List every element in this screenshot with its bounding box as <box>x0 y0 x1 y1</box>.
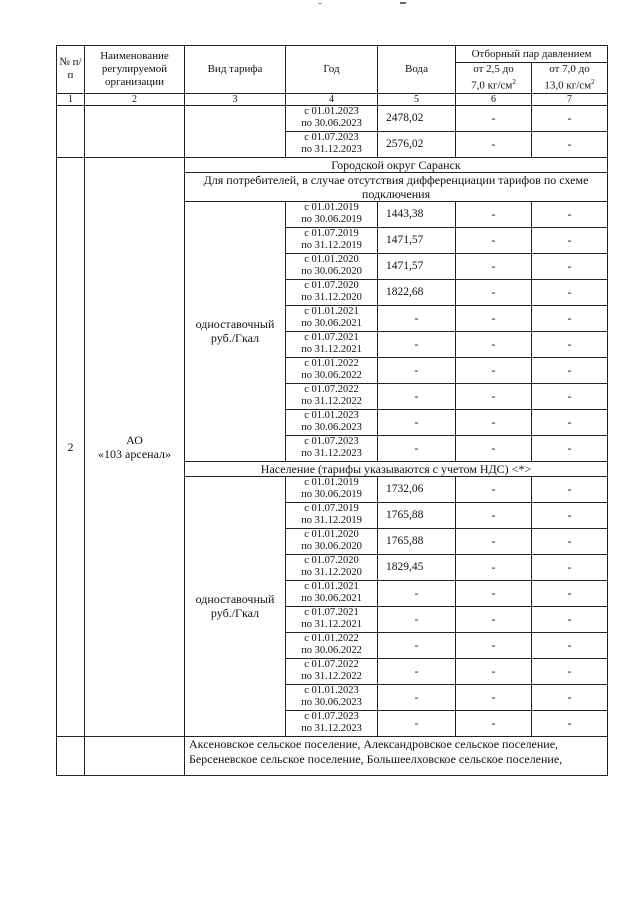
steam-low-value: - <box>456 105 532 131</box>
next-block-row <box>57 736 608 775</box>
water-value: - <box>378 305 456 331</box>
period-to: по 31.12.2019 <box>301 515 362 527</box>
block-heading: Население (тарифы указываются с учетом НДС) <*> <box>185 461 608 476</box>
steam-high-value: - <box>532 684 608 710</box>
period-cell <box>286 435 378 461</box>
period-cell <box>286 201 378 227</box>
org-number-cell: 2 <box>57 157 85 736</box>
col-header-number: № п/п <box>57 46 85 94</box>
steam-low-value: - <box>456 383 532 409</box>
water-value: 2478,02 <box>378 105 456 131</box>
steam-low-value: - <box>456 409 532 435</box>
water-value: 1765,88 <box>378 528 456 554</box>
col-number: 2 <box>85 93 185 105</box>
steam-high-value: - <box>532 554 608 580</box>
tariff-unit-label: руб./Гкал <box>210 606 260 621</box>
period-to: по 30.06.2020 <box>301 541 362 553</box>
water-value: - <box>378 580 456 606</box>
period-from: с 01.07.2019 <box>304 503 359 515</box>
steam-high-value: - <box>532 279 608 305</box>
col-number: 4 <box>286 93 378 105</box>
period-cell <box>286 383 378 409</box>
water-value: - <box>378 435 456 461</box>
steam-high-value: - <box>532 580 608 606</box>
period-cell <box>286 253 378 279</box>
period-cell <box>286 606 378 632</box>
steam-low-value: - <box>456 710 532 736</box>
period-to: по 31.12.2023 <box>301 723 362 735</box>
period-from: с 01.07.2023 <box>304 436 359 448</box>
steam-high-value: - <box>532 201 608 227</box>
water-value: 1732,06 <box>378 476 456 502</box>
col-number: 6 <box>456 93 532 105</box>
period-cell <box>286 279 378 305</box>
period-from: с 01.07.2022 <box>304 659 359 671</box>
period-to: по 31.12.2022 <box>301 671 362 683</box>
period-cell <box>286 580 378 606</box>
period-cell <box>286 331 378 357</box>
tariff-type-cell <box>185 201 286 461</box>
water-value: 1471,57 <box>378 253 456 279</box>
period-from: с 01.01.2021 <box>304 306 359 318</box>
steam-high-value: - <box>532 253 608 279</box>
steam-high-value: - <box>532 606 608 632</box>
steam-high-value: - <box>532 131 608 157</box>
period-cell <box>286 684 378 710</box>
steam-high-value: - <box>532 105 608 131</box>
org-name-cell <box>85 157 185 736</box>
district-row <box>57 157 608 172</box>
steam-high-value: - <box>532 409 608 435</box>
steam-high-value: - <box>532 305 608 331</box>
water-value: 2576,02 <box>378 131 456 157</box>
water-value: - <box>378 658 456 684</box>
col-number: 1 <box>57 93 85 105</box>
col-number: 3 <box>185 93 286 105</box>
steam-low-value: - <box>456 658 532 684</box>
period-from: с 01.01.2020 <box>304 254 359 266</box>
cont-number-cell <box>57 105 85 157</box>
steam-high-value: - <box>532 528 608 554</box>
district-title: Городской округ Саранск <box>185 157 608 172</box>
steam-low-value: - <box>456 131 532 157</box>
col-header-year: Год <box>286 46 378 94</box>
period-to: по 30.06.2019 <box>301 214 362 226</box>
water-value: - <box>378 409 456 435</box>
tariff-type-cell <box>185 476 286 736</box>
period-from: с 01.01.2019 <box>304 477 359 489</box>
page-number-fragment-2 <box>318 3 322 4</box>
period-cell <box>286 357 378 383</box>
steam-high-value: - <box>532 632 608 658</box>
tariff-type-label: одноставочный <box>195 317 275 332</box>
period-from: с 01.01.2023 <box>304 410 359 422</box>
block-heading: Для потребителей, в случае отсутствия дифференциации тарифов по схеме подключения <box>185 172 608 201</box>
period-from: с 01.01.2019 <box>304 202 359 214</box>
period-from: с 01.07.2023 <box>304 711 359 723</box>
steam-low-value: - <box>456 606 532 632</box>
period-to: по 30.06.2019 <box>301 489 362 501</box>
org-name-line2: «103 арсенал» <box>98 446 171 461</box>
water-value: 1471,57 <box>378 227 456 253</box>
period-cell <box>286 710 378 736</box>
water-value: - <box>378 331 456 357</box>
column-numbers-row <box>57 93 608 105</box>
steam-high-value: - <box>532 383 608 409</box>
period-cell: с 01.07.2023 по 31.12.2023 <box>286 131 378 157</box>
period-from: с 01.01.2021 <box>304 581 359 593</box>
cont-tariff-cell <box>185 105 286 157</box>
steam-low-value: - <box>456 435 532 461</box>
water-value: 1829,45 <box>378 554 456 580</box>
tariff-unit-label: руб./Гкал <box>210 331 260 346</box>
period-cell <box>286 409 378 435</box>
col-header-organization: Наименование регулируемой организации <box>85 46 185 94</box>
period-from: с 01.07.2022 <box>304 384 359 396</box>
period-from: с 01.07.2021 <box>304 607 359 619</box>
steam-low-value: - <box>456 253 532 279</box>
period-from: с 01.01.2022 <box>304 358 359 370</box>
steam-high-value: - <box>532 658 608 684</box>
period-to: по 30.06.2023 <box>301 697 362 709</box>
col-header-steam: Отборный пар давлением <box>456 46 608 63</box>
cont-org-cell <box>85 105 185 157</box>
col-number: 5 <box>378 93 456 105</box>
period-to: по 30.06.2023 <box>301 422 362 434</box>
period-to: по 30.06.2021 <box>301 318 362 330</box>
steam-low-value: - <box>456 554 532 580</box>
period-cell <box>286 554 378 580</box>
next-org-cell <box>85 736 185 775</box>
steam-low-value: - <box>456 502 532 528</box>
period-to: по 30.06.2021 <box>301 593 362 605</box>
period-cell <box>286 305 378 331</box>
water-value: 1822,68 <box>378 279 456 305</box>
tariff-type-label: одноставочный <box>195 592 275 607</box>
steam-high-value: - <box>532 476 608 502</box>
steam-high-value: - <box>532 502 608 528</box>
water-value: - <box>378 357 456 383</box>
table-row <box>57 105 608 131</box>
col-header-steam-low: от 2,5 до 7,0 $кг/см^2$ <box>456 63 532 94</box>
period-to: по 31.12.2020 <box>301 567 362 579</box>
period-from: с 01.01.2023 <box>304 685 359 697</box>
steam-low-value: - <box>456 528 532 554</box>
period-to: по 31.12.2023 <box>301 448 362 460</box>
steam-low-value: - <box>456 357 532 383</box>
steam-low-value: - <box>456 684 532 710</box>
period-to: по 31.12.2021 <box>301 619 362 631</box>
org-name-line1: АО <box>126 432 143 447</box>
col-header-water: Вода <box>378 46 456 94</box>
steam-low-value: - <box>456 331 532 357</box>
settlements-line1: Аксеновское сельское поселение, Александровское сельское поселение, <box>189 736 559 751</box>
steam-high-value: - <box>532 331 608 357</box>
period-to: по 30.06.2022 <box>301 645 362 657</box>
header-row-1 <box>57 46 608 63</box>
period-cell <box>286 476 378 502</box>
period-from: с 01.01.2020 <box>304 529 359 541</box>
steam-high-value: - <box>532 435 608 461</box>
period-from: с 01.01.2022 <box>304 633 359 645</box>
steam-low-value: - <box>456 476 532 502</box>
period-to: по 30.06.2022 <box>301 370 362 382</box>
water-value: - <box>378 606 456 632</box>
period-cell <box>286 632 378 658</box>
tariff-table <box>56 45 608 776</box>
steam-high-value: - <box>532 710 608 736</box>
period-from: с 01.07.2021 <box>304 332 359 344</box>
period-from: с 01.07.2020 <box>304 280 359 292</box>
period-cell <box>286 658 378 684</box>
col-header-tariff-type: Вид тарифа <box>185 46 286 94</box>
water-value: - <box>378 684 456 710</box>
period-to: по 31.12.2021 <box>301 344 362 356</box>
settlements-list <box>185 736 608 775</box>
period-from: с 01.07.2020 <box>304 555 359 567</box>
steam-low-value: - <box>456 580 532 606</box>
steam-low-value: - <box>456 201 532 227</box>
col-header-steam-high: от 7,0 до 13,0 $кг/см^2$ <box>532 63 608 94</box>
period-cell: с 01.01.2023 по 30.06.2023 <box>286 105 378 131</box>
next-number-cell <box>57 736 85 775</box>
steam-low-value: - <box>456 279 532 305</box>
water-value: - <box>378 632 456 658</box>
period-cell <box>286 227 378 253</box>
water-value: 1765,88 <box>378 502 456 528</box>
period-from: с 01.07.2019 <box>304 228 359 240</box>
steam-high-value: - <box>532 227 608 253</box>
steam-low-value: - <box>456 227 532 253</box>
page-number-fragment <box>400 2 406 4</box>
period-to: по 31.12.2022 <box>301 396 362 408</box>
period-to: по 30.06.2020 <box>301 266 362 278</box>
steam-high-value: - <box>532 357 608 383</box>
col-number: 7 <box>532 93 608 105</box>
water-value: - <box>378 710 456 736</box>
steam-low-value: - <box>456 632 532 658</box>
period-cell <box>286 528 378 554</box>
period-to: по 31.12.2019 <box>301 240 362 252</box>
water-value: 1443,38 <box>378 201 456 227</box>
water-value: - <box>378 383 456 409</box>
settlements-line2: Берсеневское сельское поселение, Большеелховское сельское поселение, <box>189 751 563 766</box>
period-cell <box>286 502 378 528</box>
steam-low-value: - <box>456 305 532 331</box>
period-to: по 31.12.2020 <box>301 292 362 304</box>
